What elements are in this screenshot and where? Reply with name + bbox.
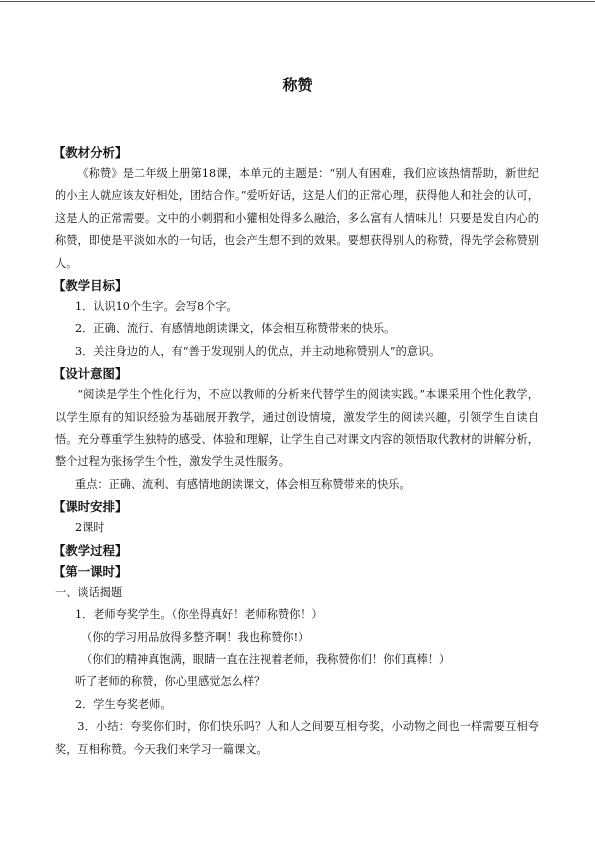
- lesson1-step2: 2．学生夸奖老师。: [75, 697, 172, 711]
- heading-goals: 【教学目标】: [53, 278, 128, 294]
- goal-item-1: 1．认识10个生字。会写8个字。: [75, 300, 238, 314]
- lesson1-step3: 3．小结：夸奖你们时，你们快乐吗？人和人之间要互相夸奖，小动物之间也一样需要互相夸奖，互相称赞。今天我们来学习一篇课文。: [55, 720, 539, 756]
- heading-process: 【教学过程】: [53, 542, 128, 558]
- key-point: 重点：正确、流利、有感情地朗读课文，体会相互称赞带来的快乐。: [75, 477, 411, 491]
- heading-schedule: 【课时安排】: [53, 499, 128, 515]
- schedule-value: 2课时: [75, 521, 105, 535]
- goal-item-2: 2．正确、流行、有感情地朗读课文，体会相互称赞带来的快乐。: [75, 322, 396, 336]
- lesson1-part1: 一、谈话揭题: [55, 585, 123, 599]
- document-body: [55, 142, 539, 761]
- heading-analysis: 【教材分析】: [53, 145, 128, 160]
- analysis-paragraph: 《称赞》是二年级上册第18课，本单元的主题是：“别人有困难，我们应该热情帮助，新世纪的小主人就应该友好相处，团结合作。”爱听好话，这是人们的正常心理，获得他人和社会的认可，这是人的正常需要。文中的小刺猬和小獾相处得多么融洽，多么富有人情味儿！只要是发自内心的称赞，即使是平淡如水的一句话，也会产生想不到的效果。要想获得别人的称赞，得先学会称赞别人。: [55, 167, 539, 270]
- lesson1-step1-c: （你们的精神真饱满，眼睛一直在注视着老师，我称赞你们！你们真棒！）: [81, 652, 451, 666]
- lesson1-step1-b: （你的学习用品放得多整齐啊！我也称赞你!）: [81, 630, 310, 644]
- page-title: 称赞: [282, 76, 313, 94]
- lesson1-step1-d: 听了老师的称赞，你心里感觉怎么样？: [75, 675, 266, 689]
- goal-item-3: 3．关注身边的人，有“善于发现别人的优点，并主动地称赞别人”的意识。: [75, 344, 441, 358]
- lesson1-step1: 1．老师夸奖学生。（你坐得真好！老师称赞你！）: [75, 608, 323, 622]
- design-paragraph: “阅读是学生个性化行为，不应以教师的分析来代替学生的阅读实践。”本课采用个性化教学，以学生原有的知识经验为基础展开教学，通过创设情境，激发学生的阅读兴趣，引领学生自读自悟。充分尊重学生独特的感受、体验和理解，让学生自己对课文内容的领悟取代教材的讲解分析，整个过程为张扬学生个性，激发学生灵性服务。: [55, 388, 539, 469]
- heading-design: 【设计意图】: [53, 366, 128, 382]
- heading-lesson1: 【第一课时】: [53, 563, 128, 579]
- top-divider: [0, 1, 595, 2]
